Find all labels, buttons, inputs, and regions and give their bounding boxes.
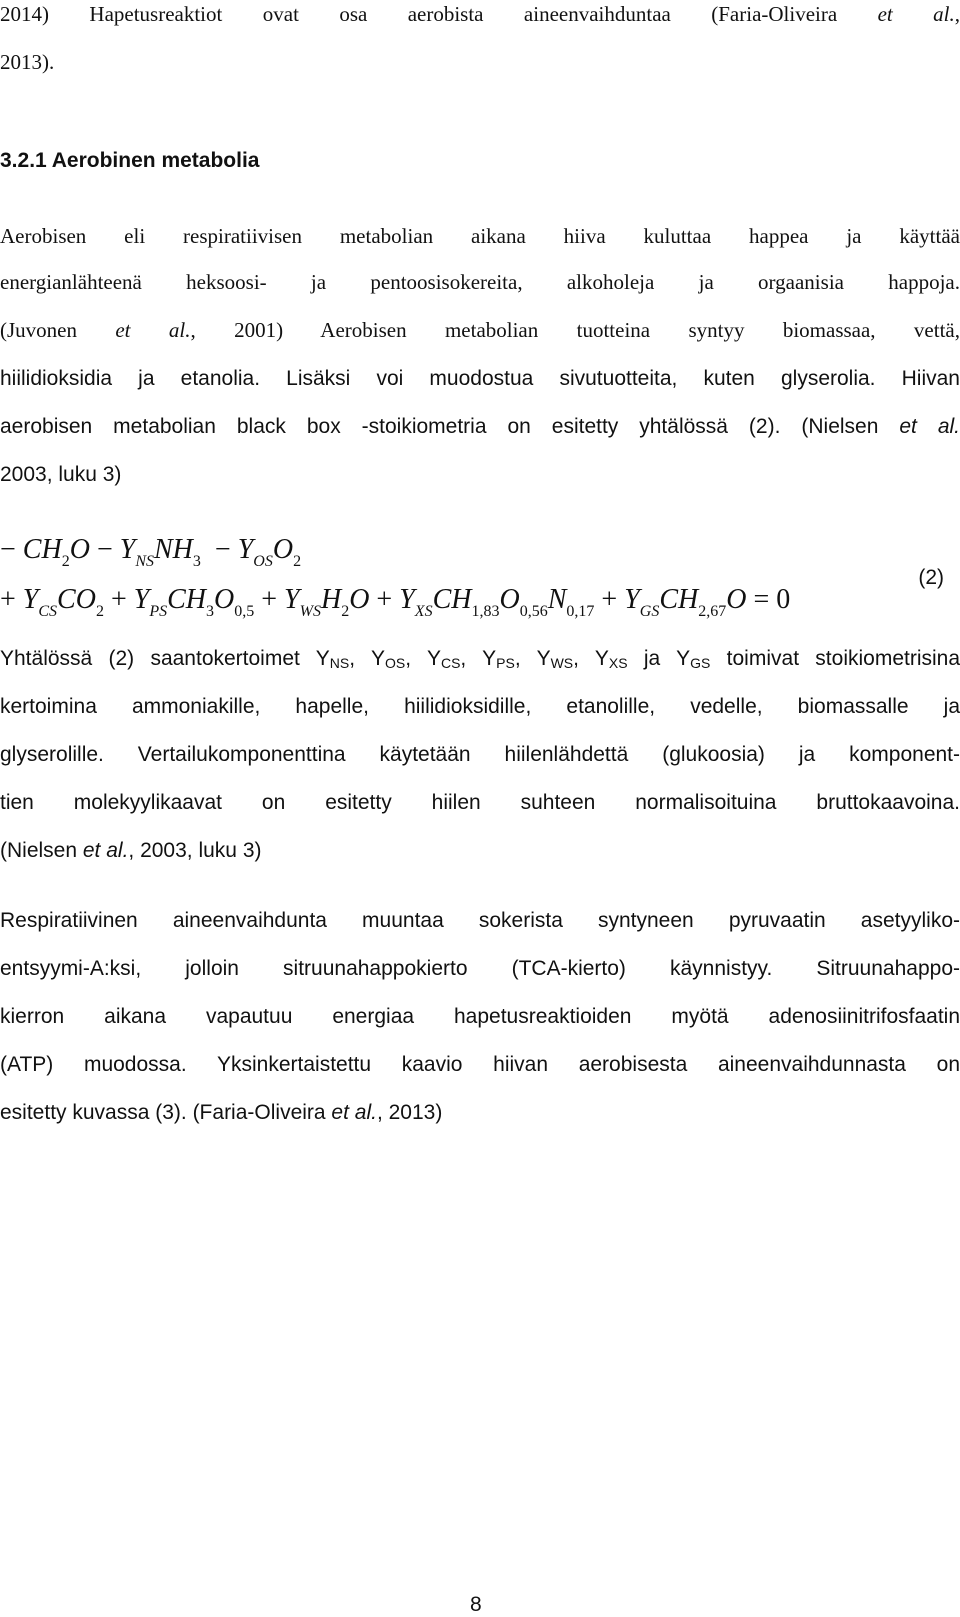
text-line: Respiratiivinen aineenvaihdunta muuntaa sokerista syntyneen pyruvaatin asetyyliko- (0, 909, 960, 932)
equation-row-2: + $Y_{CS}CO_2 + Y_{PS}CH_3O_{0,5} + Y_{WS}H_2O + Y_{XS}CH_{1,83}O_{0,56}N_{0,17} + Y_{GS}CH_{2,67}O = 0$ (0, 584, 791, 620)
text-line: aerobisen metabolian black box -stoikiometria on esitetty yhtälössä (2). (Nielsen et al. (0, 415, 960, 438)
text-line: hiilidioksidia ja etanolia. Lisäksi voi muodostua sivutuotteita, kuten glyserolia. Hiivan (0, 367, 960, 390)
text-line: esitetty kuvassa (3). (Faria-Oliveira et al., 2013) (0, 1101, 443, 1124)
text-line: (Nielsen et al., 2003, luku 3) (0, 839, 262, 862)
text-line: (Juvonen et al., 2001) Aerobisen metabolian tuotteina syntyy biomassaa, vettä, (0, 318, 960, 342)
text-line: Yhtälössä (2) saantokertoimet $Y_{NS}$, $Y_{OS}$, $Y_{CS}$, $Y_{PS}$, $Y_{WS}$, $Y_{XS}$ ja $Y_{GS}$ toimivat stoikiometrisina (0, 647, 960, 671)
page-number: 8 (470, 1593, 482, 1616)
text-line: kierron aikana vapautuu energiaa hapetusreaktioiden myötä adenosiinitrifosfaatin (0, 1005, 960, 1028)
text-line: tien molekyylikaavat on esitetty hiilen suhteen normalisoituina bruttokaavoina. (0, 791, 960, 814)
equation-row-1: − $CH_2O - Y_{NS}NH_3 - Y_{OS}O_2$ (0, 534, 302, 570)
section-heading: 3.2.1 Aerobinen metabolia (0, 149, 260, 172)
text-line: entsyymi-A:ksi, jolloin sitruunahappokierto (TCA-kierto) käynnistyy. Sitruunahappo- (0, 957, 960, 980)
text-line: 2003, luku 3) (0, 463, 122, 486)
text-line: kertoimina ammoniakille, hapelle, hiilidioksidille, etanolille, vedelle, biomassalle ja (0, 695, 960, 718)
text-line: Aerobisen eli respiratiivisen metabolian aikana hiiva kuluttaa happea ja käyttää (0, 224, 960, 248)
text-line: energianlähteenä heksoosi- ja pentoosisokereita, alkoholeja ja orgaanisia happoja. (0, 270, 960, 294)
text-line: (ATP) muodossa. Yksinkertaistettu kaavio hiivan aerobisesta aineenvaihdunnasta on (0, 1053, 960, 1076)
text-line: 2014) Hapetusreaktiot ovat osa aerobista aineenvaihduntaa (Faria-Oliveira et al., (0, 2, 960, 26)
text-line: glyserolille. Vertailukomponenttina käytetään hiilenlähdettä (glukoosia) ja komponent- (0, 743, 960, 766)
text-line: 2013). (0, 50, 55, 74)
equation-number: (2) (918, 566, 944, 589)
